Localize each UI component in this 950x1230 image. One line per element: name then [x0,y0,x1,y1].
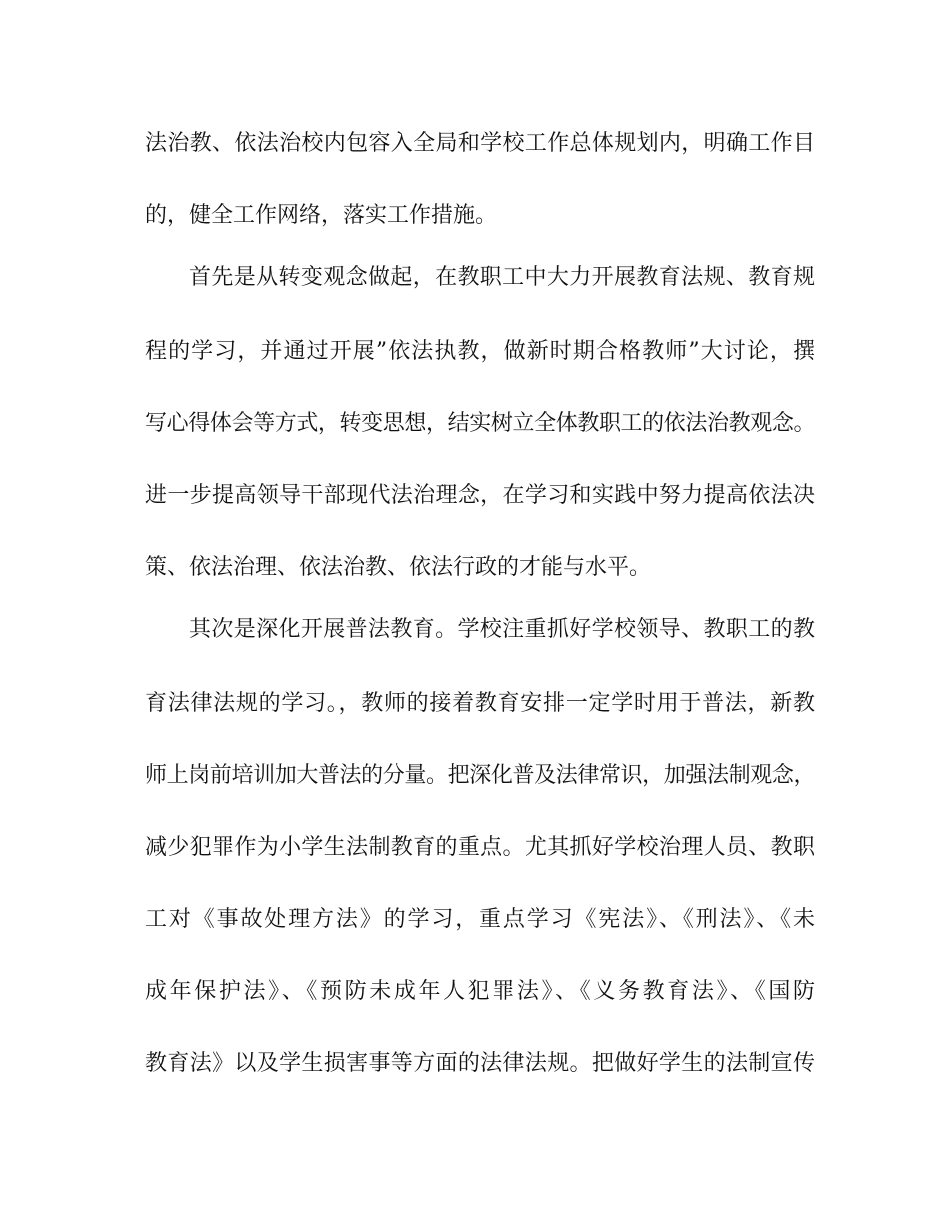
paragraph-line: 首先是从转变观念做起，在教职工中大力开展教育法规、教育规 [189,265,815,290]
paragraph-line: 写心得体会等方式，转变思想，结实树立全体教职工的依法治教观念。 [145,411,815,436]
paragraph-line: 的，健全工作网络，落实工作措施。 [145,203,498,228]
paragraph-line: 策、依法治理、依法治教、依法行政的才能与水平。 [145,555,652,580]
paragraph-line: 教育法》以及学生损害事等方面的法律法规。把做好学生的法制宣传 [145,1051,815,1076]
paragraph-line: 其次是深化开展普法教育。学校注重抓好学校领导、教职工的教 [189,617,815,642]
paragraph-line: 进一步提高领导干部现代法治理念，在学习和实践中努力提高依法决 [145,483,815,508]
paragraph-line: 师上岗前培训加大普法的分量。把深化普及法律常识，加强法制观念， [145,763,815,788]
paragraph-line: 育法律法规的学习。，教师的接着教育安排一定学时用于普法，新教 [145,691,815,716]
paragraph-line: 减少犯罪作为小学生法制教育的重点。尤其抓好学校治理人员、教职 [145,835,815,860]
paragraph-line: 法治教、依法治校内包容入全局和学校工作总体规划内，明确工作目 [145,131,815,156]
paragraph-line: 程的学习，并通过开展”依法执教，做新时期合格教师”大讨论，撰 [145,339,815,364]
paragraph-line: 成年保护法》、《预防未成年人犯罪法》、《义务教育法》、《国防 [145,979,815,1004]
paragraph-line: 工对《事故处理方法》的学习，重点学习《宪法》、《刑法》、《未 [145,907,815,932]
